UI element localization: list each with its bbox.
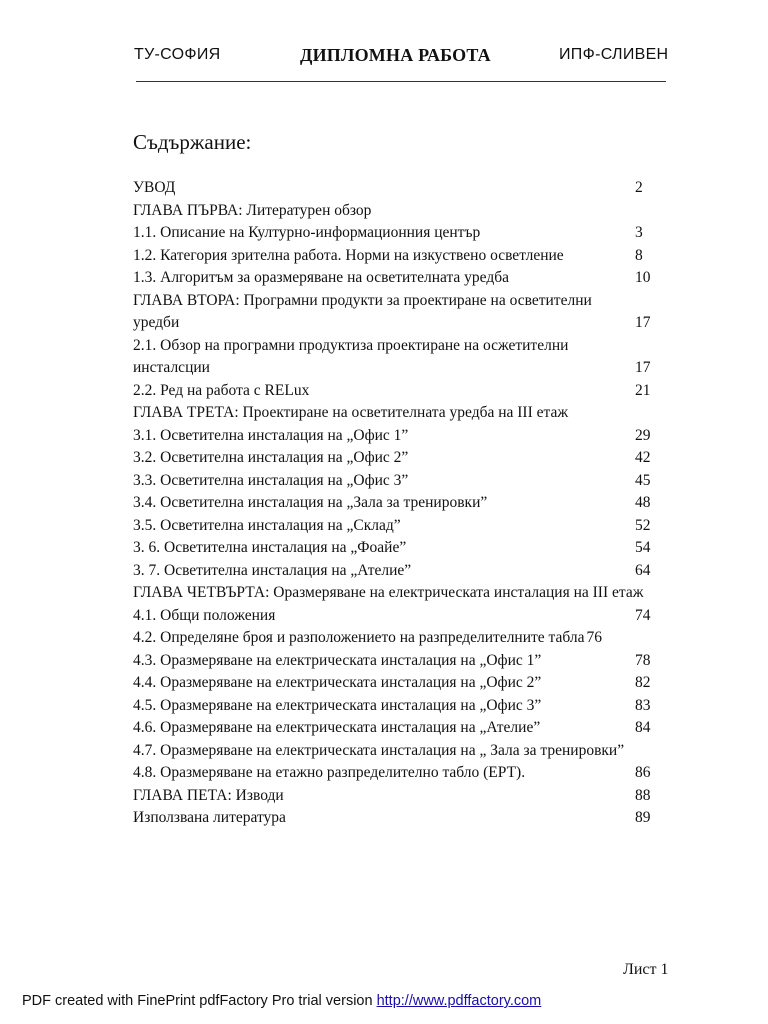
toc-entry-title: Използвана литература <box>133 809 286 826</box>
toc-entry-page: 17 <box>635 314 651 331</box>
toc-entry-title: 4.3. Оразмеряване на електрическата инсталация на „Офис 1” <box>133 651 542 669</box>
toc-entry-page: 10 <box>635 269 651 286</box>
toc-entry <box>133 177 663 200</box>
toc-entry <box>133 605 663 628</box>
toc-entry-title: 3.1. Осветителна инсталация на „Офис 1” <box>133 426 409 444</box>
toc-entry-title: ГЛАВА ЧЕТВЪРТА: Оразмеряване на електрическата инсталация на III етаж <box>133 584 644 601</box>
header-divider <box>136 81 666 82</box>
institute-label: ИПФ-СЛИВЕН <box>559 46 669 63</box>
toc-entry-page: 82 <box>635 674 651 691</box>
toc-entry <box>133 447 663 470</box>
toc-entry-page: 86 <box>635 764 651 781</box>
toc-entry-page: 89 <box>635 809 651 826</box>
toc-entry <box>133 200 663 223</box>
toc-entry-title: 4.8. Оразмеряване на етажно разпределително табло (ЕРТ). <box>133 764 526 781</box>
toc-entry-title: ГЛАВА ВТОРА: Програмни продукти за проектиране на осветителни уредби <box>133 291 592 331</box>
toc-entry <box>133 785 663 808</box>
toc-entry-page: 29 <box>635 426 651 444</box>
toc-entry-title: 3.4. Осветителна инсталация на „Зала за тренировки” <box>133 494 488 511</box>
toc-entry-title: 3.3. Осветителна инсталация на „Офис 3” <box>133 471 409 489</box>
toc-entry <box>133 807 663 830</box>
toc-entry-title: 3.5. Осветителна инсталация на „Склад” <box>133 516 401 534</box>
toc-entry-title: 2.1. Обзор на програмни продуктиза проектиране на осжетителни инсталсции <box>133 336 569 376</box>
toc-entry <box>133 672 663 695</box>
toc-entry-title: ГЛАВА ТРЕТА: Проектиране на осветителната уредба на III етаж <box>133 404 569 421</box>
document-title: ДИПЛОМНА РАБОТА <box>300 45 491 65</box>
toc-entry-page: 88 <box>635 786 651 804</box>
toc-entry <box>133 627 663 650</box>
sheet-number: Лист 1 <box>623 961 669 978</box>
toc-entry-title: 4.7. Оразмеряване на електрическата инсталация на „ Зала за тренировки” <box>133 741 625 759</box>
toc-entry <box>133 740 663 763</box>
toc-entry <box>133 582 663 605</box>
toc-entry-title: 4.5. Оразмеряване на електрическата инсталация на „Офис 3” <box>133 696 542 714</box>
toc-entry <box>133 222 663 245</box>
pdf-watermark <box>22 993 541 1009</box>
toc-entry-page: 8 <box>635 246 643 264</box>
toc-entry <box>133 515 663 538</box>
toc-entry-page: 64 <box>635 561 651 579</box>
pdffactory-link[interactable]: http://www.pdffactory.com <box>376 993 542 1009</box>
toc-entry-page: 52 <box>635 516 651 534</box>
toc-entry-title: 3.2. Осветителна инсталация на „Офис 2” <box>133 449 409 466</box>
toc-entry <box>133 717 663 740</box>
toc-entry <box>133 245 663 268</box>
toc-entry-page: 17 <box>635 359 651 376</box>
toc-entry-page: 2 <box>635 179 643 196</box>
toc-heading: Съдържание: <box>133 130 252 154</box>
toc-entry-title: 4.2. Определяне броя и разположението на разпределителните табла <box>133 629 585 646</box>
toc-entry <box>133 380 663 403</box>
toc-entry-title: ГЛАВА ПЕТА: Изводи <box>133 786 284 804</box>
toc-entry-page: 54 <box>635 539 651 556</box>
toc-entry-page: 48 <box>635 494 651 511</box>
toc-entry-title: 4.1. Общи положения <box>133 606 276 624</box>
toc-entry-title: 3. 7. Осветителна инсталация на „Ателие” <box>133 561 412 579</box>
toc-entry-page: 74 <box>635 606 651 624</box>
toc-entry-title: ГЛАВА ПЪРВА: Литературен обзор <box>133 201 372 219</box>
toc-entry <box>133 762 663 785</box>
toc-entry <box>133 267 663 290</box>
toc-entry <box>133 290 663 335</box>
university-label: ТУ-СОФИЯ <box>134 46 221 63</box>
toc-entry-page: 45 <box>635 471 651 489</box>
toc-entry-title: 1.2. Категория зрителна работа. Норми на изкуствено осветление <box>133 246 564 264</box>
toc-entry-page: 78 <box>635 651 651 669</box>
watermark-text: PDF created with FinePrint pdfFactory Pro trial version <box>22 993 377 1009</box>
toc-entry-title: 1.3. Алгоритъм за оразмеряване на осветителната уредба <box>133 269 510 286</box>
toc-entry-page: 42 <box>635 449 651 466</box>
toc-entry-title: 2.2. Ред на работа с RELux <box>133 381 310 399</box>
toc-entry <box>133 695 663 718</box>
toc-entry-title: 1.1. Описание на Културно-информационния център <box>133 224 481 241</box>
table-of-contents <box>133 177 663 830</box>
toc-entry-title: 4.4. Оразмеряване на електрическата инсталация на „Офис 2” <box>133 674 542 691</box>
toc-entry-page: 83 <box>635 696 651 714</box>
toc-entry <box>133 537 663 560</box>
toc-entry <box>133 402 663 425</box>
toc-entry-page: 21 <box>635 381 651 399</box>
toc-entry-title: УВОД <box>133 179 176 196</box>
toc-entry <box>133 335 663 380</box>
toc-entry <box>133 650 663 673</box>
toc-entry-page: 84 <box>635 719 651 736</box>
toc-entry <box>133 425 663 448</box>
toc-entry-title: 4.6. Оразмеряване на електрическата инсталация на „Ателие” <box>133 719 541 736</box>
toc-entry <box>133 492 663 515</box>
toc-entry-page: 3 <box>635 224 643 241</box>
toc-entry-page: 76 <box>586 629 603 646</box>
toc-entry <box>133 560 663 583</box>
toc-entry <box>133 470 663 493</box>
toc-entry-title: 3. 6. Осветителна инсталация на „Фоайе” <box>133 539 407 556</box>
